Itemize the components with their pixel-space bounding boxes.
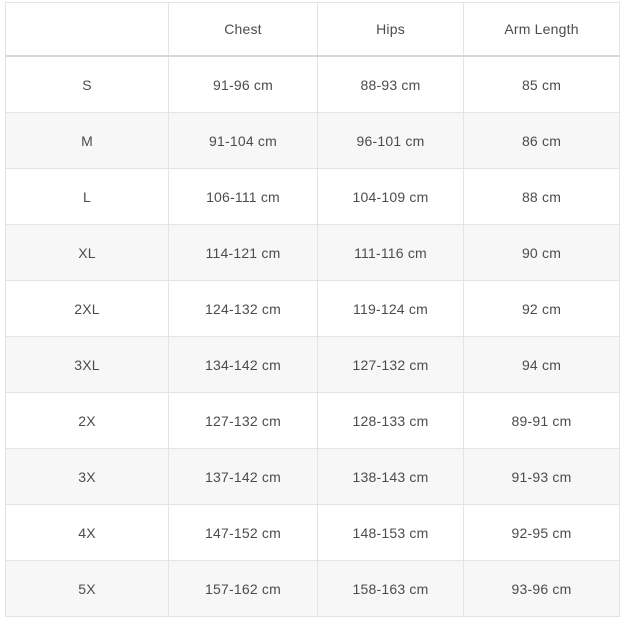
chest-cell: 91-96 cm <box>169 56 318 113</box>
chest-cell: 124-132 cm <box>169 281 318 337</box>
size-cell: XL <box>6 225 169 281</box>
size-cell: 3X <box>6 449 169 505</box>
chest-cell: 127-132 cm <box>169 393 318 449</box>
hips-cell: 148-153 cm <box>318 505 464 561</box>
arm-length-cell: 89-91 cm <box>464 393 620 449</box>
size-cell: S <box>6 56 169 113</box>
chest-cell: 134-142 cm <box>169 337 318 393</box>
table-row <box>6 449 620 505</box>
arm-length-cell: 93-96 cm <box>464 561 620 617</box>
size-cell: 5X <box>6 561 169 617</box>
hips-cell: 119-124 cm <box>318 281 464 337</box>
header-cell-size <box>6 3 169 57</box>
size-cell: 2X <box>6 393 169 449</box>
size-chart-table <box>5 2 620 617</box>
chest-cell: 137-142 cm <box>169 449 318 505</box>
size-cell: 3XL <box>6 337 169 393</box>
chest-cell: 157-162 cm <box>169 561 318 617</box>
header-cell-hips: Hips <box>318 3 464 57</box>
chest-cell: 91-104 cm <box>169 113 318 169</box>
hips-cell: 104-109 cm <box>318 169 464 225</box>
header-cell-chest: Chest <box>169 3 318 57</box>
hips-cell: 111-116 cm <box>318 225 464 281</box>
table-row <box>6 56 620 113</box>
size-cell: L <box>6 169 169 225</box>
table-row <box>6 505 620 561</box>
arm-length-cell: 86 cm <box>464 113 620 169</box>
hips-cell: 158-163 cm <box>318 561 464 617</box>
table-row <box>6 337 620 393</box>
hips-cell: 128-133 cm <box>318 393 464 449</box>
arm-length-cell: 92 cm <box>464 281 620 337</box>
chest-cell: 106-111 cm <box>169 169 318 225</box>
hips-cell: 138-143 cm <box>318 449 464 505</box>
table-row <box>6 169 620 225</box>
chest-cell: 114-121 cm <box>169 225 318 281</box>
table-row <box>6 225 620 281</box>
table-row <box>6 561 620 617</box>
size-cell: 2XL <box>6 281 169 337</box>
arm-length-cell: 85 cm <box>464 56 620 113</box>
hips-cell: 127-132 cm <box>318 337 464 393</box>
arm-length-cell: 91-93 cm <box>464 449 620 505</box>
chest-cell: 147-152 cm <box>169 505 318 561</box>
arm-length-cell: 92-95 cm <box>464 505 620 561</box>
arm-length-cell: 88 cm <box>464 169 620 225</box>
table-row <box>6 281 620 337</box>
arm-length-cell: 94 cm <box>464 337 620 393</box>
size-cell: 4X <box>6 505 169 561</box>
table-row <box>6 113 620 169</box>
size-chart-header-row <box>6 3 620 57</box>
hips-cell: 88-93 cm <box>318 56 464 113</box>
size-cell: M <box>6 113 169 169</box>
header-cell-arm-length: Arm Length <box>464 3 620 57</box>
table-row <box>6 393 620 449</box>
arm-length-cell: 90 cm <box>464 225 620 281</box>
hips-cell: 96-101 cm <box>318 113 464 169</box>
